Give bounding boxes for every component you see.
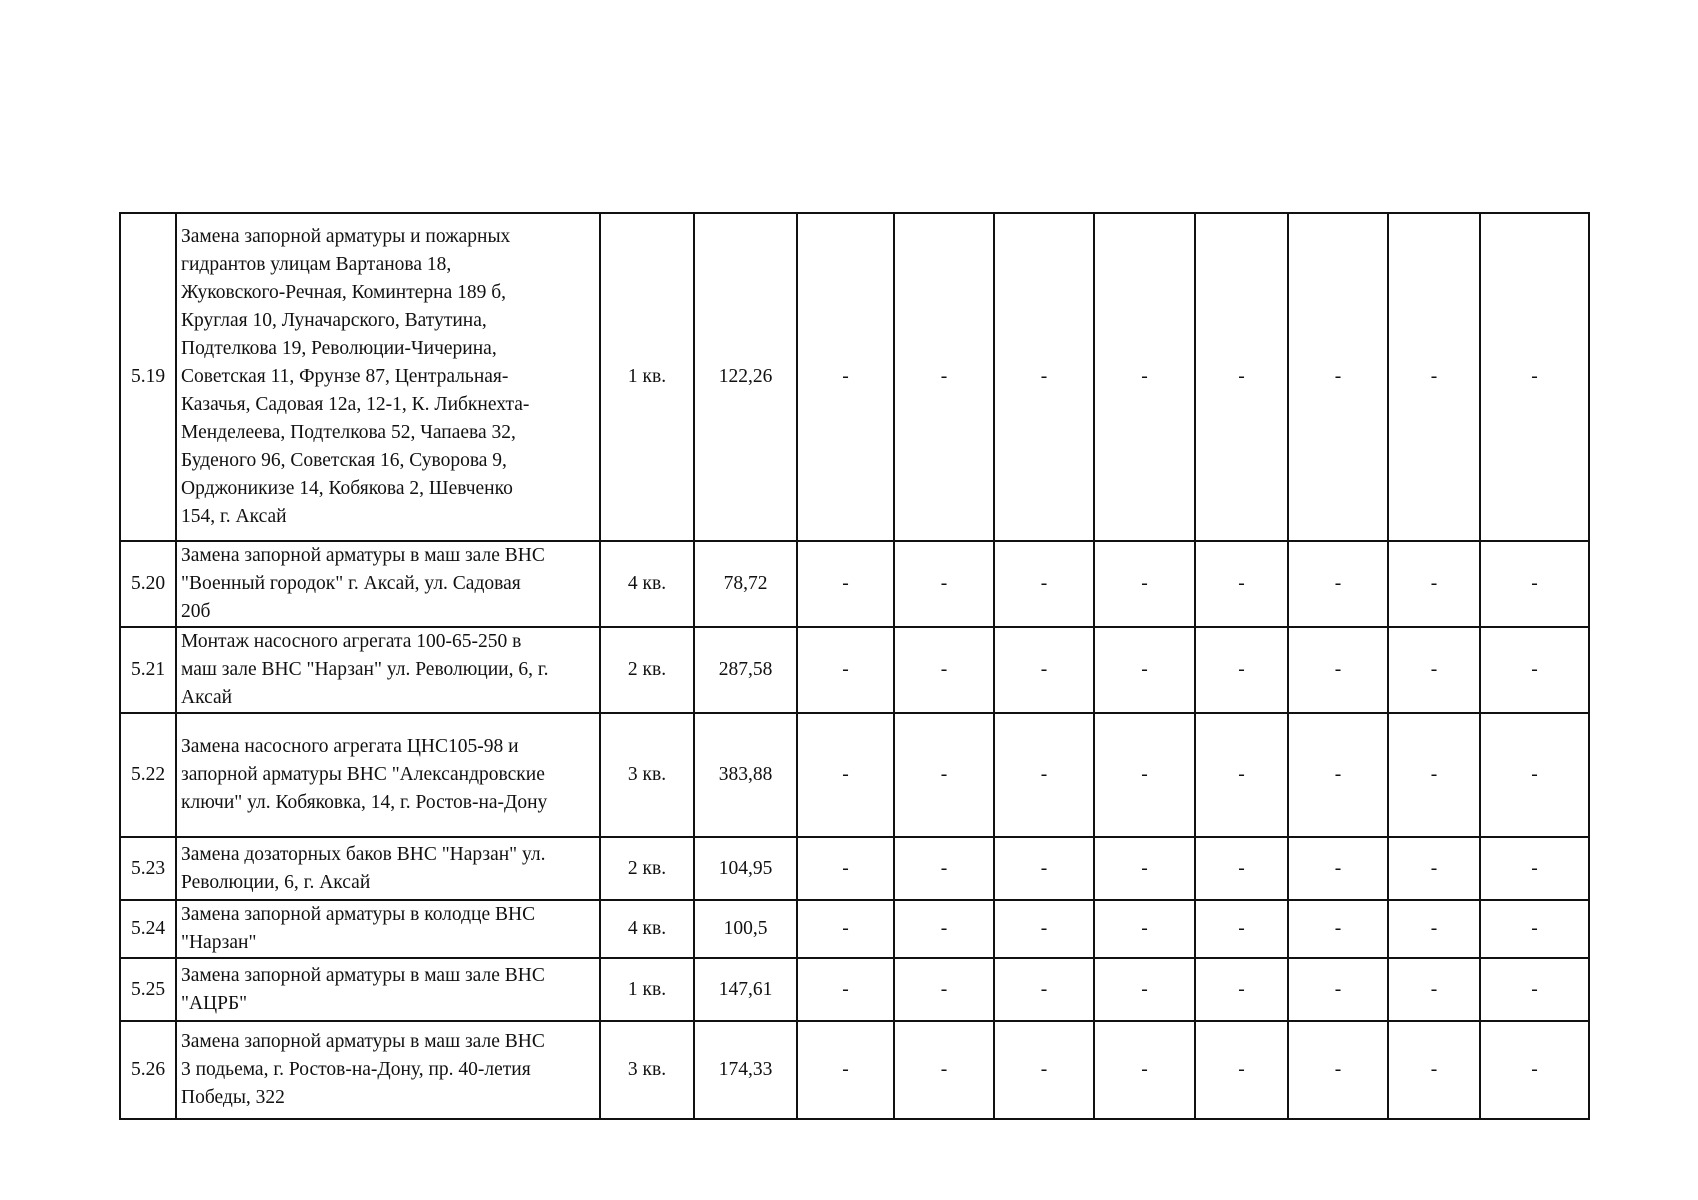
- description-line: Жуковского-Речная, Коминтерна 189 б,: [181, 282, 507, 303]
- empty-value-cell: -: [1388, 627, 1480, 713]
- item-number: 5.23: [120, 837, 176, 900]
- empty-value-cell: -: [1480, 900, 1589, 958]
- period: 3 кв.: [600, 1021, 694, 1119]
- description-line: Замена дозаторных баков ВНС "Нарзан" ул.: [181, 843, 546, 865]
- description-line: Советская 11, Фрунзе 87, Центральная-: [181, 366, 509, 387]
- description-line: Буденого 96, Советская 16, Суворова 9,: [181, 450, 507, 471]
- table-body: [120, 213, 1589, 1119]
- empty-value-cell: -: [1388, 900, 1480, 958]
- cost: 147,61: [694, 958, 797, 1021]
- description-line: маш зале ВНС "Нарзан" ул. Революции, 6, г.: [181, 659, 549, 680]
- empty-value-cell: -: [797, 958, 894, 1021]
- description-line: Замена запорной арматуры в маш зале ВНС: [181, 1031, 545, 1052]
- item-number: 5.25: [120, 958, 176, 1021]
- empty-value-cell: -: [1388, 958, 1480, 1021]
- empty-value-cell: -: [994, 900, 1094, 958]
- empty-value-cell: -: [1480, 627, 1589, 713]
- period: 4 кв.: [600, 900, 694, 958]
- table-row: [120, 713, 1589, 837]
- item-number: 5.20: [120, 541, 176, 627]
- empty-value-cell: -: [797, 900, 894, 958]
- work-description: [176, 958, 600, 1021]
- period: 1 кв.: [600, 958, 694, 1021]
- empty-value-cell: -: [994, 627, 1094, 713]
- empty-value-cell: -: [1195, 713, 1288, 837]
- empty-value-cell: -: [994, 541, 1094, 627]
- empty-value-cell: -: [1288, 213, 1388, 541]
- cost: 100,5: [694, 900, 797, 958]
- table-row: [120, 1021, 1589, 1119]
- empty-value-cell: -: [1195, 541, 1288, 627]
- description-line: Замена запорной арматуры в колодце ВНС: [181, 904, 536, 925]
- work-description: [176, 627, 600, 713]
- description-line: ключи" ул. Кобяковка, 14, г. Ростов-на-Дону: [181, 792, 548, 813]
- description-line: "Нарзан": [181, 932, 257, 953]
- cost: 287,58: [694, 627, 797, 713]
- empty-value-cell: -: [894, 900, 994, 958]
- description-line: Замена запорной арматуры и пожарных: [181, 226, 511, 247]
- empty-value-cell: -: [1195, 837, 1288, 900]
- empty-value-cell: -: [1288, 627, 1388, 713]
- period: 3 кв.: [600, 713, 694, 837]
- description-line: Замена запорной арматуры в маш зале ВНС: [181, 964, 545, 986]
- description-line: "Военный городок" г. Аксай, ул. Садовая: [181, 573, 521, 594]
- empty-value-cell: -: [894, 837, 994, 900]
- empty-value-cell: -: [1288, 713, 1388, 837]
- work-description: [176, 213, 600, 541]
- description-line: Аксай: [181, 687, 233, 708]
- description-line: гидрантов улицам Вартанова 18,: [181, 254, 452, 275]
- empty-value-cell: -: [797, 713, 894, 837]
- empty-value-cell: -: [1388, 541, 1480, 627]
- empty-value-cell: -: [994, 213, 1094, 541]
- work-description: [176, 1021, 600, 1119]
- empty-value-cell: -: [1388, 713, 1480, 837]
- empty-value-cell: -: [1094, 900, 1195, 958]
- item-number: 5.21: [120, 627, 176, 713]
- empty-value-cell: -: [1094, 1021, 1195, 1119]
- period: 1 кв.: [600, 213, 694, 541]
- empty-value-cell: -: [894, 627, 994, 713]
- work-description: [176, 713, 600, 837]
- cost: 78,72: [694, 541, 797, 627]
- period: 2 кв.: [600, 627, 694, 713]
- description-line: 20б: [181, 601, 211, 622]
- empty-value-cell: -: [1388, 1021, 1480, 1119]
- empty-value-cell: -: [894, 213, 994, 541]
- empty-value-cell: -: [894, 958, 994, 1021]
- empty-value-cell: -: [994, 1021, 1094, 1119]
- works-table: [119, 212, 1590, 1120]
- table-row: [120, 213, 1589, 541]
- empty-value-cell: -: [894, 541, 994, 627]
- empty-value-cell: -: [1094, 541, 1195, 627]
- empty-value-cell: -: [1288, 837, 1388, 900]
- table-row: [120, 541, 1589, 627]
- empty-value-cell: -: [1195, 958, 1288, 1021]
- description-line: Круглая 10, Луначарского, Ватутина,: [181, 310, 487, 331]
- description-line: "АЦРБ": [181, 992, 248, 1014]
- cost: 174,33: [694, 1021, 797, 1119]
- empty-value-cell: -: [1480, 837, 1589, 900]
- description-line: Революции, 6, г. Аксай: [181, 871, 371, 893]
- empty-value-cell: -: [797, 627, 894, 713]
- description-line: Победы, 322: [181, 1087, 285, 1108]
- empty-value-cell: -: [1094, 958, 1195, 1021]
- empty-value-cell: -: [797, 213, 894, 541]
- item-number: 5.24: [120, 900, 176, 958]
- item-number: 5.22: [120, 713, 176, 837]
- empty-value-cell: -: [1094, 713, 1195, 837]
- work-description: [176, 900, 600, 958]
- description-line: Монтаж насосного агрегата 100-65-250 в: [181, 631, 522, 652]
- description-line: Менделеева, Подтелкова 52, Чапаева 32,: [181, 422, 516, 443]
- empty-value-cell: -: [1195, 213, 1288, 541]
- cost: 122,26: [694, 213, 797, 541]
- empty-value-cell: -: [1195, 900, 1288, 958]
- empty-value-cell: -: [1288, 958, 1388, 1021]
- table-row: [120, 900, 1589, 958]
- empty-value-cell: -: [797, 837, 894, 900]
- description-line: 154, г. Аксай: [181, 506, 287, 527]
- empty-value-cell: -: [894, 1021, 994, 1119]
- description-line: Орджоникизе 14, Кобякова 2, Шевченко: [181, 478, 513, 499]
- cost: 383,88: [694, 713, 797, 837]
- cost: 104,95: [694, 837, 797, 900]
- empty-value-cell: -: [1388, 213, 1480, 541]
- empty-value-cell: -: [1480, 213, 1589, 541]
- item-number: 5.26: [120, 1021, 176, 1119]
- empty-value-cell: -: [1094, 213, 1195, 541]
- empty-value-cell: -: [1480, 958, 1589, 1021]
- empty-value-cell: -: [1480, 541, 1589, 627]
- empty-value-cell: -: [994, 958, 1094, 1021]
- work-description: [176, 541, 600, 627]
- table-row: [120, 837, 1589, 900]
- empty-value-cell: -: [894, 713, 994, 837]
- empty-value-cell: -: [1388, 837, 1480, 900]
- period: 2 кв.: [600, 837, 694, 900]
- empty-value-cell: -: [1094, 837, 1195, 900]
- empty-value-cell: -: [1288, 900, 1388, 958]
- work-description: [176, 837, 600, 900]
- empty-value-cell: -: [797, 541, 894, 627]
- empty-value-cell: -: [1094, 627, 1195, 713]
- empty-value-cell: -: [797, 1021, 894, 1119]
- description-line: 3 подьема, г. Ростов-на-Дону, пр. 40-летия: [181, 1059, 531, 1080]
- empty-value-cell: -: [1288, 1021, 1388, 1119]
- empty-value-cell: -: [1480, 1021, 1589, 1119]
- empty-value-cell: -: [1195, 1021, 1288, 1119]
- description-line: Подтелкова 19, Революции-Чичерина,: [181, 338, 497, 359]
- period: 4 кв.: [600, 541, 694, 627]
- table-row: [120, 958, 1589, 1021]
- empty-value-cell: -: [1288, 541, 1388, 627]
- table-row: [120, 627, 1589, 713]
- empty-value-cell: -: [994, 837, 1094, 900]
- description-line: Замена запорной арматуры в маш зале ВНС: [181, 545, 545, 566]
- item-number: 5.19: [120, 213, 176, 541]
- empty-value-cell: -: [1480, 713, 1589, 837]
- empty-value-cell: -: [1195, 627, 1288, 713]
- description-line: запорной арматуры ВНС "Александровские: [181, 764, 545, 785]
- description-line: Казачья, Садовая 12а, 12-1, К. Либкнехта-: [181, 394, 530, 415]
- empty-value-cell: -: [994, 713, 1094, 837]
- description-line: Замена насосного агрегата ЦНС105-98 и: [181, 736, 519, 757]
